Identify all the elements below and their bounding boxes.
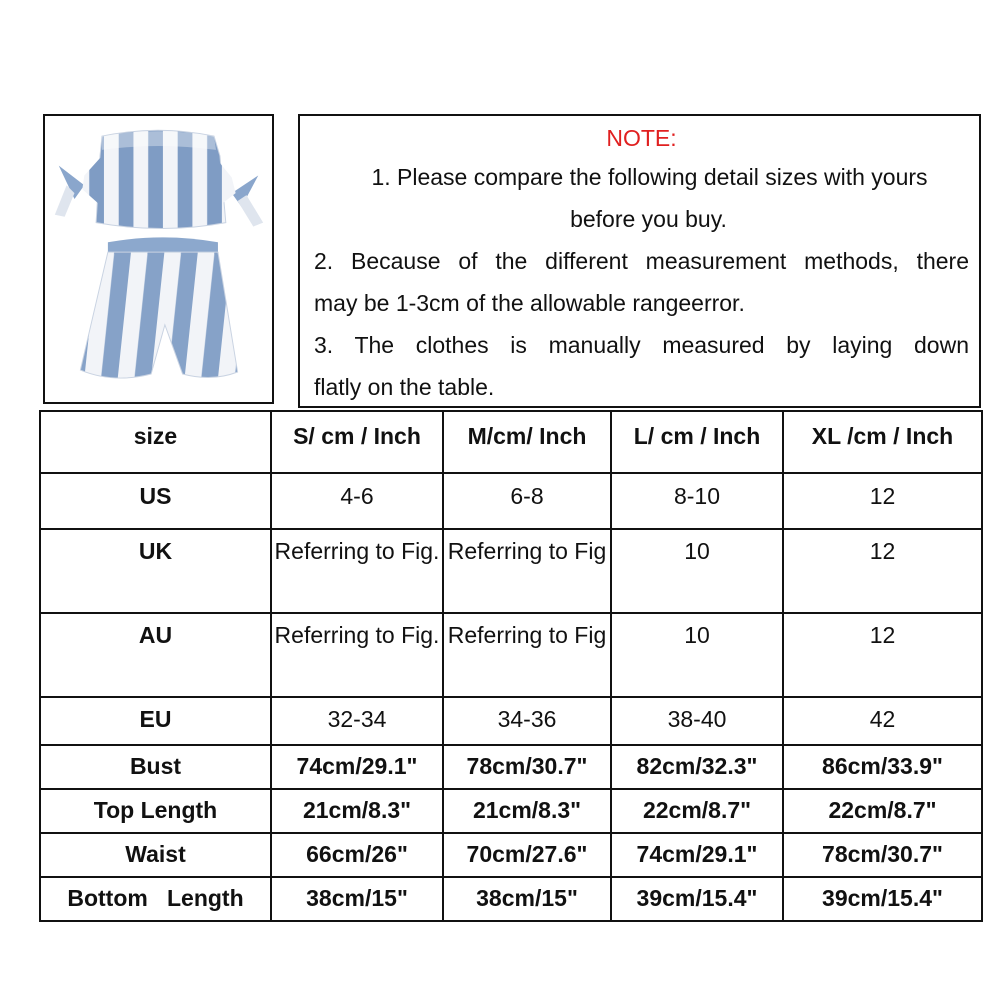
table-cell: 39cm/15.4" xyxy=(611,877,783,921)
table-cell: 22cm/8.7" xyxy=(611,789,783,833)
header-l: L/ cm / Inch xyxy=(611,411,783,473)
note-line-6: flatly on the table. xyxy=(314,374,495,400)
table-row-waist xyxy=(40,833,982,877)
size-chart-table xyxy=(39,410,983,922)
table-cell: 70cm/27.6" xyxy=(443,833,611,877)
table-cell: 6-8 xyxy=(443,473,611,529)
header-m: M/cm/ Inch xyxy=(443,411,611,473)
table-cell: Referring to Fig. xyxy=(271,529,443,613)
table-cell: 8-10 xyxy=(611,473,783,529)
table-cell: 78cm/30.7" xyxy=(443,745,611,789)
table-cell: 22cm/8.7" xyxy=(783,789,982,833)
table-header-row xyxy=(40,411,982,473)
table-row-eu xyxy=(40,697,982,745)
striped-outfit-illustration xyxy=(45,116,272,402)
table-cell: 78cm/30.7" xyxy=(783,833,982,877)
table-cell: 21cm/8.3" xyxy=(443,789,611,833)
table-cell: 4-6 xyxy=(271,473,443,529)
table-cell: 12 xyxy=(783,473,982,529)
table-cell: 66cm/26" xyxy=(271,833,443,877)
row-label: Bottom Length xyxy=(40,877,271,921)
note-line-5: 3. The clothes is manually measured by laying down xyxy=(314,332,969,358)
table-cell: 32-34 xyxy=(271,697,443,745)
table-cell: 21cm/8.3" xyxy=(271,789,443,833)
note-line-2: before you buy. xyxy=(570,206,727,232)
table-cell: Referring to Fig. xyxy=(271,613,443,697)
row-label: EU xyxy=(40,697,271,745)
size-note-box xyxy=(298,114,981,408)
table-row-top-length xyxy=(40,789,982,833)
table-cell: 12 xyxy=(783,529,982,613)
table-cell: 38-40 xyxy=(611,697,783,745)
row-label: UK xyxy=(40,529,271,613)
table-cell: 10 xyxy=(611,529,783,613)
row-label: Top Length xyxy=(40,789,271,833)
table-row-us xyxy=(40,473,982,529)
table-cell: 86cm/33.9" xyxy=(783,745,982,789)
header-s: S/ cm / Inch xyxy=(271,411,443,473)
header-xl: XL /cm / Inch xyxy=(783,411,982,473)
product-image xyxy=(43,114,274,404)
table-row-bust xyxy=(40,745,982,789)
table-cell: 10 xyxy=(611,613,783,697)
note-title: NOTE: xyxy=(606,125,677,151)
table-cell: 42 xyxy=(783,697,982,745)
table-cell: 34-36 xyxy=(443,697,611,745)
table-cell: 74cm/29.1" xyxy=(271,745,443,789)
table-cell: 74cm/29.1" xyxy=(611,833,783,877)
table-row-au xyxy=(40,613,982,697)
table-cell: 38cm/15" xyxy=(443,877,611,921)
row-label: AU xyxy=(40,613,271,697)
note-line-4: may be 1-3cm of the allowable rangeerror. xyxy=(314,290,745,316)
table-row-bottom-length xyxy=(40,877,982,921)
header-size: size xyxy=(40,411,271,473)
table-cell: 38cm/15" xyxy=(271,877,443,921)
table-cell: 82cm/32.3" xyxy=(611,745,783,789)
note-line-3: 2. Because of the different measurement methods, there xyxy=(314,248,969,274)
note-line-1: 1. Please compare the following detail sizes with yours xyxy=(371,164,928,190)
row-label: US xyxy=(40,473,271,529)
table-cell: 12 xyxy=(783,613,982,697)
row-label: Waist xyxy=(40,833,271,877)
table-row-uk xyxy=(40,529,982,613)
table-cell: Referring to Fig xyxy=(443,529,611,613)
row-label: Bust xyxy=(40,745,271,789)
table-cell: 39cm/15.4" xyxy=(783,877,982,921)
table-cell: Referring to Fig xyxy=(443,613,611,697)
